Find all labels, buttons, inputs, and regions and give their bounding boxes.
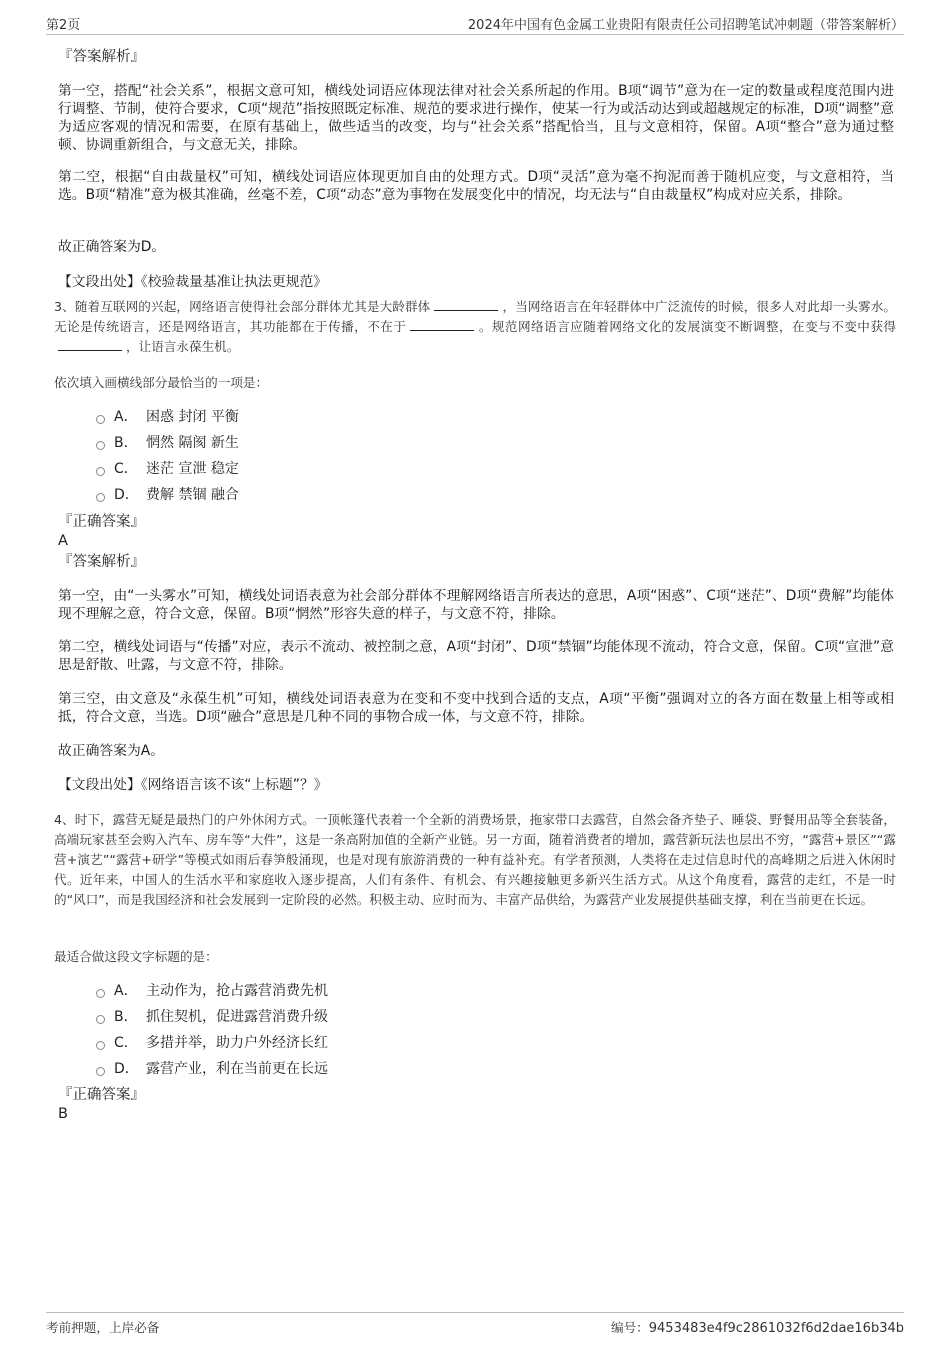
q4-answer: B xyxy=(58,1106,68,1122)
document-title: 2024年中国有色金属工业贵阳有限责任公司招聘笔试冲刺题（带答案解析） xyxy=(467,18,904,33)
q3-answer: A xyxy=(58,533,68,549)
q3-option-d[interactable]: D． 费解 禁锢 融合 xyxy=(96,483,239,505)
q3-analysis-p3: 第三空，由文意及“永葆生机”可知，横线处词语表意为在变和不变中找到合适的支点，A项“平衡”强调对立的各方面在数量上相等或相抵，符合文意，当选。D项“融合”意思是几种不同的事物合成一体，与文意不符，排除。 xyxy=(58,691,894,725)
footer-slogan: 考前押题，上岸必备 xyxy=(46,1320,160,1335)
q3-conclusion: 故正确答案为A。 xyxy=(58,743,165,759)
q3-option-b[interactable]: B． 惘然 隔阂 新生 xyxy=(96,431,239,453)
q3-source: 【文段出处】《网络语言该不该“上标题”？》 xyxy=(58,777,328,793)
q2-source: 【文段出处】《校验裁量基准让执法更规范》 xyxy=(58,274,328,290)
radio-icon[interactable] xyxy=(96,493,105,502)
radio-icon[interactable] xyxy=(96,1067,105,1076)
fill-blank xyxy=(434,298,498,311)
radio-icon[interactable] xyxy=(96,441,105,450)
q4-option-c[interactable]: C． 多措并举，助力户外经济长红 xyxy=(96,1031,328,1053)
q3-option-c[interactable]: C． 迷茫 宣泄 稳定 xyxy=(96,457,239,479)
page-number: 第2页 xyxy=(46,18,81,33)
fill-blank xyxy=(58,338,122,351)
q4-question-text: 4、时下，露营无疑是最热门的户外休闲方式。一顶帐篷代表着一个全新的消费场景，拖家带口去露营，自然会备齐垫子、睡袋、野餐用品等全套装备，高端玩家甚至会购入汽车、房车等“大件”，这是一条高附加值的全新产业链。另一方面，随着消费者的增加，露营新玩法也层出不穷，“露营+景区”“露营+演艺”“露营+研学”等模式如雨后春笋般涌现，也是对现有旅游消费的一种有益补充。有学者预测，人类将在走过信息时代的高峰期之后进入休闲时代。近年来，中国人的生活水平和家庭收入逐步提高，人们有条件、有机会、有兴趣接触更多新兴生活方式。从这个角度看，露营的走红，不是一时的“风口”，而是我国经济和社会发展到一定阶段的必然。积极主动、应时而为、丰富产品供给，为露营产业发展提供基础支撑，利在当前更在长远。 xyxy=(54,812,896,907)
q4-option-a[interactable]: A． 主动作为，抢占露营消费先机 xyxy=(96,979,328,1001)
radio-icon[interactable] xyxy=(96,1015,105,1024)
page-header xyxy=(46,12,904,35)
q3-analysis-label: 『答案解析』 xyxy=(58,554,145,570)
radio-icon[interactable] xyxy=(96,467,105,476)
q3-question-text: 3、随着互联网的兴起，网络语言使得社会部分群体尤其是大龄群体 ，当网络语言在年轻群体中广泛流传的时候，很多人对此却一头雾水。无论是传统语言，还是网络语言，其功能都在于传播，不在于 。规范网络语言应随着网络文化的发展演变不断调整，在变与不变中获得，让语言永葆生机。 xyxy=(54,299,897,354)
q2-conclusion: 故正确答案为D。 xyxy=(58,239,166,255)
q3-answer-label: 『正确答案』 xyxy=(58,514,145,530)
q3-analysis-p1: 第一空，由“一头雾水”可知，横线处词语表意为社会部分群体不理解网络语言所表达的意思，A项“困惑”、C项“迷茫”、D项“费解”均能体现不理解之意，符合文意，保留。B项“惘然”形容失意的样子，与文意不符，排除。 xyxy=(58,588,894,622)
q4-answer-label: 『正确答案』 xyxy=(58,1087,145,1103)
fill-blank xyxy=(410,318,474,331)
radio-icon[interactable] xyxy=(96,1041,105,1050)
q4-option-b[interactable]: B． 抓住契机，促进露营消费升级 xyxy=(96,1005,328,1027)
document-code: 编号：9453483e4f9c2861032f6d2dae16b34b xyxy=(610,1320,904,1336)
q2-analysis-label: 『答案解析』 xyxy=(58,49,145,65)
q3-analysis-p2: 第二空，横线处词语与“传播”对应，表示不流动、被控制之意，A项“封闭”、D项“禁锢”均能体现不流动，符合文意，保留。C项“宣泄”意思是舒散、吐露，与文意不符，排除。 xyxy=(58,639,894,673)
q4-option-d[interactable]: D． 露营产业，利在当前更在长远 xyxy=(96,1057,328,1079)
radio-icon[interactable] xyxy=(96,989,105,998)
q2-analysis-p2: 第二空，根据“自由裁量权”可知，横线处词语应体现更加自由的处理方式。D项“灵活”意为毫不拘泥而善于随机应变，与文意相符，当选。B项“精准”意为极其准确，丝毫不差，C项“动态”意为事物在发展变化中的情况，均无法与“自由裁量权”构成对应关系，排除。 xyxy=(58,169,894,203)
radio-icon[interactable] xyxy=(96,415,105,424)
q2-analysis-p1: 第一空，搭配“社会关系”，根据文意可知，横线处词语应体现法律对社会关系所起的作用。B项“调节”意为在一定的数量或程度范围内进行调整、节制，使符合要求，C项“规范”指按照既定标准、规范的要求进行操作，使某一行为或活动达到或超越规定的标准，D项“调整”意为适应客观的情况和需要，在原有基础上，做些适当的改变，均与“社会关系”搭配恰当，且与文意相符，保留。A项“整合”意为通过整顿、协调重新组合，与文意无关，排除。 xyxy=(58,83,894,153)
q3-prompt: 依次填入画横线部分最恰当的一项是： xyxy=(54,375,269,390)
q3-option-a[interactable]: A． 困惑 封闭 平衡 xyxy=(96,405,239,427)
q4-prompt: 最适合做这段文字标题的是： xyxy=(54,949,218,964)
page-footer xyxy=(46,1312,904,1343)
